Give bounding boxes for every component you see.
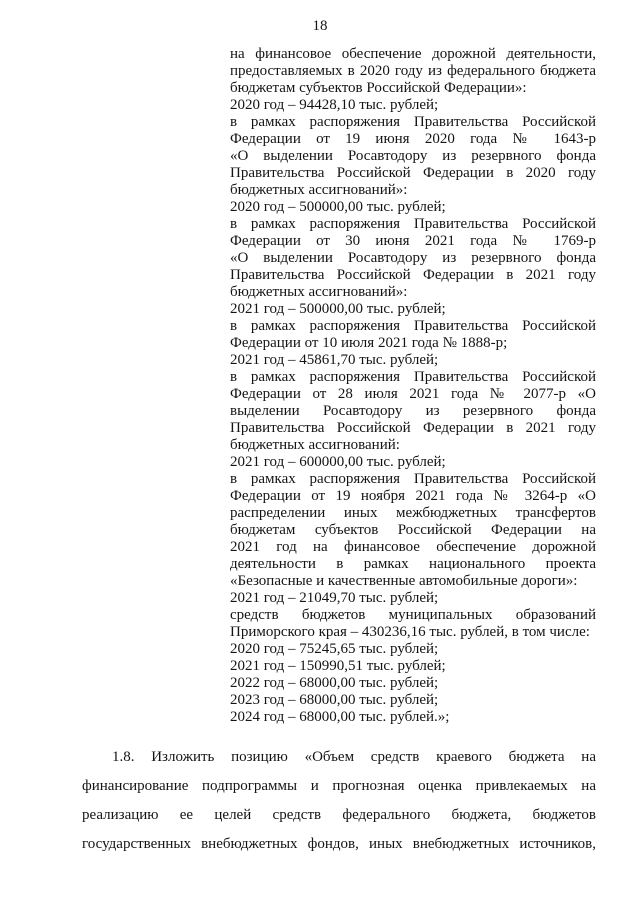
paragraph-continuation [82,777,596,795]
text-line: предоставляемых в 2020 году из федерального бюджета [230,63,596,79]
text-line: бюджетных ассигнований: [230,437,400,453]
text-line: бюджетам субъектов Российской Федерации»: [230,80,527,96]
amount-line: 2022 год – 68000,00 тыс. рублей; [230,675,439,691]
text-line: средств бюджетов муниципальных образований [230,607,596,623]
text-line: выделении Росавтодору из резервного фонда [230,403,596,419]
text-line: Правительства Российской Федерации в 2021 году [230,420,596,436]
text-line: Приморского края – 430236,16 тыс. рублей, в том числе: [230,624,590,640]
paragraph-line: 1.8. Изложить позицию «Объем средств краевого бюджета на [112,749,596,765]
amount-line: 2024 год – 68000,00 тыс. рублей.»; [230,709,450,725]
amount-line: 2021 год – 600000,00 тыс. рублей; [230,454,446,470]
page-number: 18 [312,18,328,34]
amount-line: 2020 год – 500000,00 тыс. рублей; [230,199,446,215]
text-line: Федерации от 19 ноября 2021 года № 3264-р «О [230,488,596,504]
text-line: Федерации от 28 июля 2021 года № 2077-р «О [230,386,596,402]
text-line: «О выделении Росавтодору из резервного фонда [230,148,596,164]
paragraph-line: государственных внебюджетных фондов, иных внебюджетных источников, [82,836,596,852]
text-line: в рамках распоряжения Правительства Российской [230,471,596,487]
text-line: в рамках распоряжения Правительства Российской [230,216,596,232]
text-line: бюджетных ассигнований»: [230,182,408,198]
text-line: в рамках распоряжения Правительства Российской [230,114,596,130]
text-line: Правительства Российской Федерации в 2021 году [230,267,596,283]
paragraph-line: финансирование подпрограммы и прогнозная оценка привлекаемых на [82,778,596,794]
amount-line: 2021 год – 21049,70 тыс. рублей; [230,590,439,606]
text-line: бюджетам субъектов Российской Федерации на [230,522,596,538]
amount-line: 2021 год – 45861,70 тыс. рублей; [230,352,439,368]
text-line: на финансовое обеспечение дорожной деятельности, [230,46,596,62]
amount-line: 2023 год – 68000,00 тыс. рублей; [230,692,439,708]
paragraph-continuation [82,806,596,824]
text-line: Федерации от 10 июля 2021 года № 1888-р; [230,335,508,351]
amount-line: 2020 год – 94428,10 тыс. рублей; [230,97,439,113]
text-line: «О выделении Росавтодору из резервного фонда [230,250,596,266]
amount-line: 2021 год – 500000,00 тыс. рублей; [230,301,446,317]
text-line: Правительства Российской Федерации в 2020 году [230,165,596,181]
text-line: Федерации от 19 июня 2020 года № 1643-р [230,131,596,147]
text-line: в рамках распоряжения Правительства Российской [230,369,596,385]
funding-sources-column [230,46,596,726]
text-line: «Безопасные и качественные автомобильные дороги»: [230,573,578,589]
text-line: в рамках распоряжения Правительства Российской [230,318,596,334]
paragraph-1-8 [82,748,596,766]
paragraph-continuation [82,835,596,853]
text-line: распределении иных межбюджетных трансфертов [230,505,596,521]
text-line: 2021 год на финансовое обеспечение дорожной [230,539,596,555]
text-line: деятельности в рамках национального проекта [230,556,596,572]
amount-line: 2021 год – 150990,51 тыс. рублей; [230,658,446,674]
text-line: бюджетных ассигнований»: [230,284,408,300]
paragraph-line: реализацию ее целей средств федерального бюджета, бюджетов [82,807,596,823]
text-line: Федерации от 30 июня 2021 года № 1769-р [230,233,596,249]
amount-line: 2020 год – 75245,65 тыс. рублей; [230,641,439,657]
